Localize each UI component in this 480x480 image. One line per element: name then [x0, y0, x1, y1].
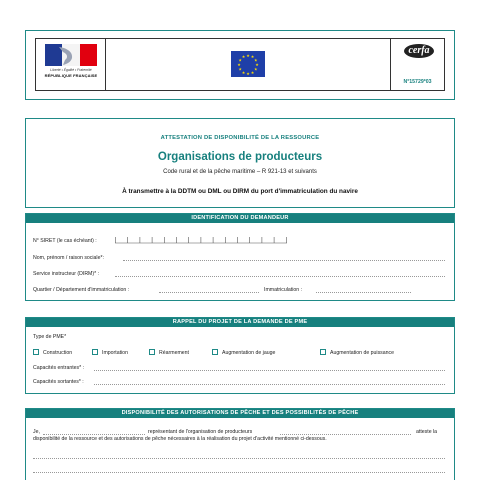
title-instruction: À transmettre à la DDTM ou DML ou DIRM du port d'immatriculation du navire — [122, 188, 358, 195]
construction-checkbox[interactable] — [33, 349, 39, 355]
section-projet — [25, 317, 455, 394]
svg-text:★: ★ — [246, 53, 250, 58]
svg-text:★: ★ — [254, 66, 258, 72]
service-label: Service instructeur (DIRM)* : — [33, 271, 100, 277]
option-rearmement[interactable]: Réarmement — [149, 349, 189, 356]
svg-text:★: ★ — [250, 69, 255, 75]
republique-logo-cell — [35, 38, 106, 91]
svg-text:★: ★ — [255, 62, 259, 67]
svg-text:★: ★ — [250, 54, 255, 60]
form-header — [25, 30, 455, 100]
name-label: Nom, prénom / raison sociale*: — [33, 255, 104, 261]
quartier-field[interactable] — [159, 292, 259, 293]
immatriculation-label: Immatriculation : — [264, 287, 303, 293]
title-kicker: ATTESTATION DE DISPONIBILITÉ DE LA RESSOURCE — [160, 135, 320, 141]
option-importation[interactable]: Importation — [92, 349, 128, 356]
capacites-sortantes-field[interactable] — [94, 384, 445, 385]
eu-flag-icon — [231, 51, 265, 77]
representant-name-field[interactable] — [43, 434, 145, 435]
representant-text: représentant de l'organisation de producteurs — [148, 429, 253, 435]
eu-flag-cell — [106, 38, 390, 91]
option-augmentation-jauge[interactable]: Augmentation de jauge — [212, 349, 275, 356]
svg-text:★: ★ — [254, 57, 258, 63]
capacites-entrantes-field[interactable] — [94, 370, 445, 371]
cerfa-cell — [390, 38, 445, 91]
capacites-sortantes-label: Capacités sortantes* : — [33, 379, 84, 385]
form-title-block — [25, 118, 455, 208]
svg-text:★: ★ — [238, 66, 242, 72]
project-line-1[interactable] — [33, 458, 445, 459]
siret-label: N° SIRET (le cas échéant) : — [33, 238, 97, 244]
section-heading: DISPONIBILITÉ DES AUTORISATIONS DE PÊCHE ET DES POSSIBILITÉS DE PÊCHE — [26, 409, 454, 418]
page-title: Organisations de producteurs — [157, 151, 323, 163]
republique-motto: Liberté • Égalité • Fraternité — [50, 68, 92, 72]
svg-text:★: ★ — [237, 62, 241, 67]
puissance-checkbox[interactable] — [320, 349, 326, 355]
option-augmentation-puissance[interactable]: Augmentation de puissance — [320, 349, 394, 356]
atteste-text: atteste la — [416, 429, 438, 435]
republique-name: RÉPUBLIQUE FRANÇAISE — [44, 73, 98, 78]
siret-input[interactable] — [115, 237, 287, 244]
immatriculation-field[interactable] — [316, 292, 411, 293]
cerfa-number: N°15729*03 — [403, 79, 432, 85]
svg-text:★: ★ — [238, 57, 242, 63]
name-field[interactable] — [123, 260, 445, 261]
project-line-2[interactable] — [33, 472, 445, 473]
quartier-label: Quartier / Département d'immatriculation : — [33, 287, 130, 293]
disponibilite-statement: disponibilité de la ressource et des autorisations de pêche nécessaires à la réalisation du projet d'activité mentionné ci-dessous. — [33, 436, 327, 442]
je-label: Je, — [33, 429, 40, 435]
svg-text:★: ★ — [241, 54, 246, 60]
section-heading: IDENTIFICATION DU DEMANDEUR — [26, 214, 454, 223]
type-pme-label: Type de PME* — [33, 334, 67, 340]
option-construction[interactable]: Construction — [33, 349, 72, 356]
svg-text:★: ★ — [246, 71, 250, 76]
section-heading: RAPPEL DU PROJET DE LA DEMANDE DE PME — [26, 318, 454, 327]
cerfa-logo-text: cerfa — [408, 45, 430, 56]
service-field[interactable] — [115, 276, 445, 277]
svg-text:★: ★ — [241, 69, 246, 75]
section-disponibilite — [25, 408, 455, 480]
importation-checkbox[interactable] — [92, 349, 98, 355]
title-subtitle: Code rural et de la pêche maritime – R 921-13 et suivants — [163, 169, 317, 175]
section-identification — [25, 213, 455, 301]
organisation-field[interactable] — [280, 434, 411, 435]
marianne-logo-icon — [45, 44, 97, 66]
jauge-checkbox[interactable] — [212, 349, 218, 355]
rearmement-checkbox[interactable] — [149, 349, 155, 355]
capacites-entrantes-label: Capacités entrantes* : — [33, 365, 85, 371]
